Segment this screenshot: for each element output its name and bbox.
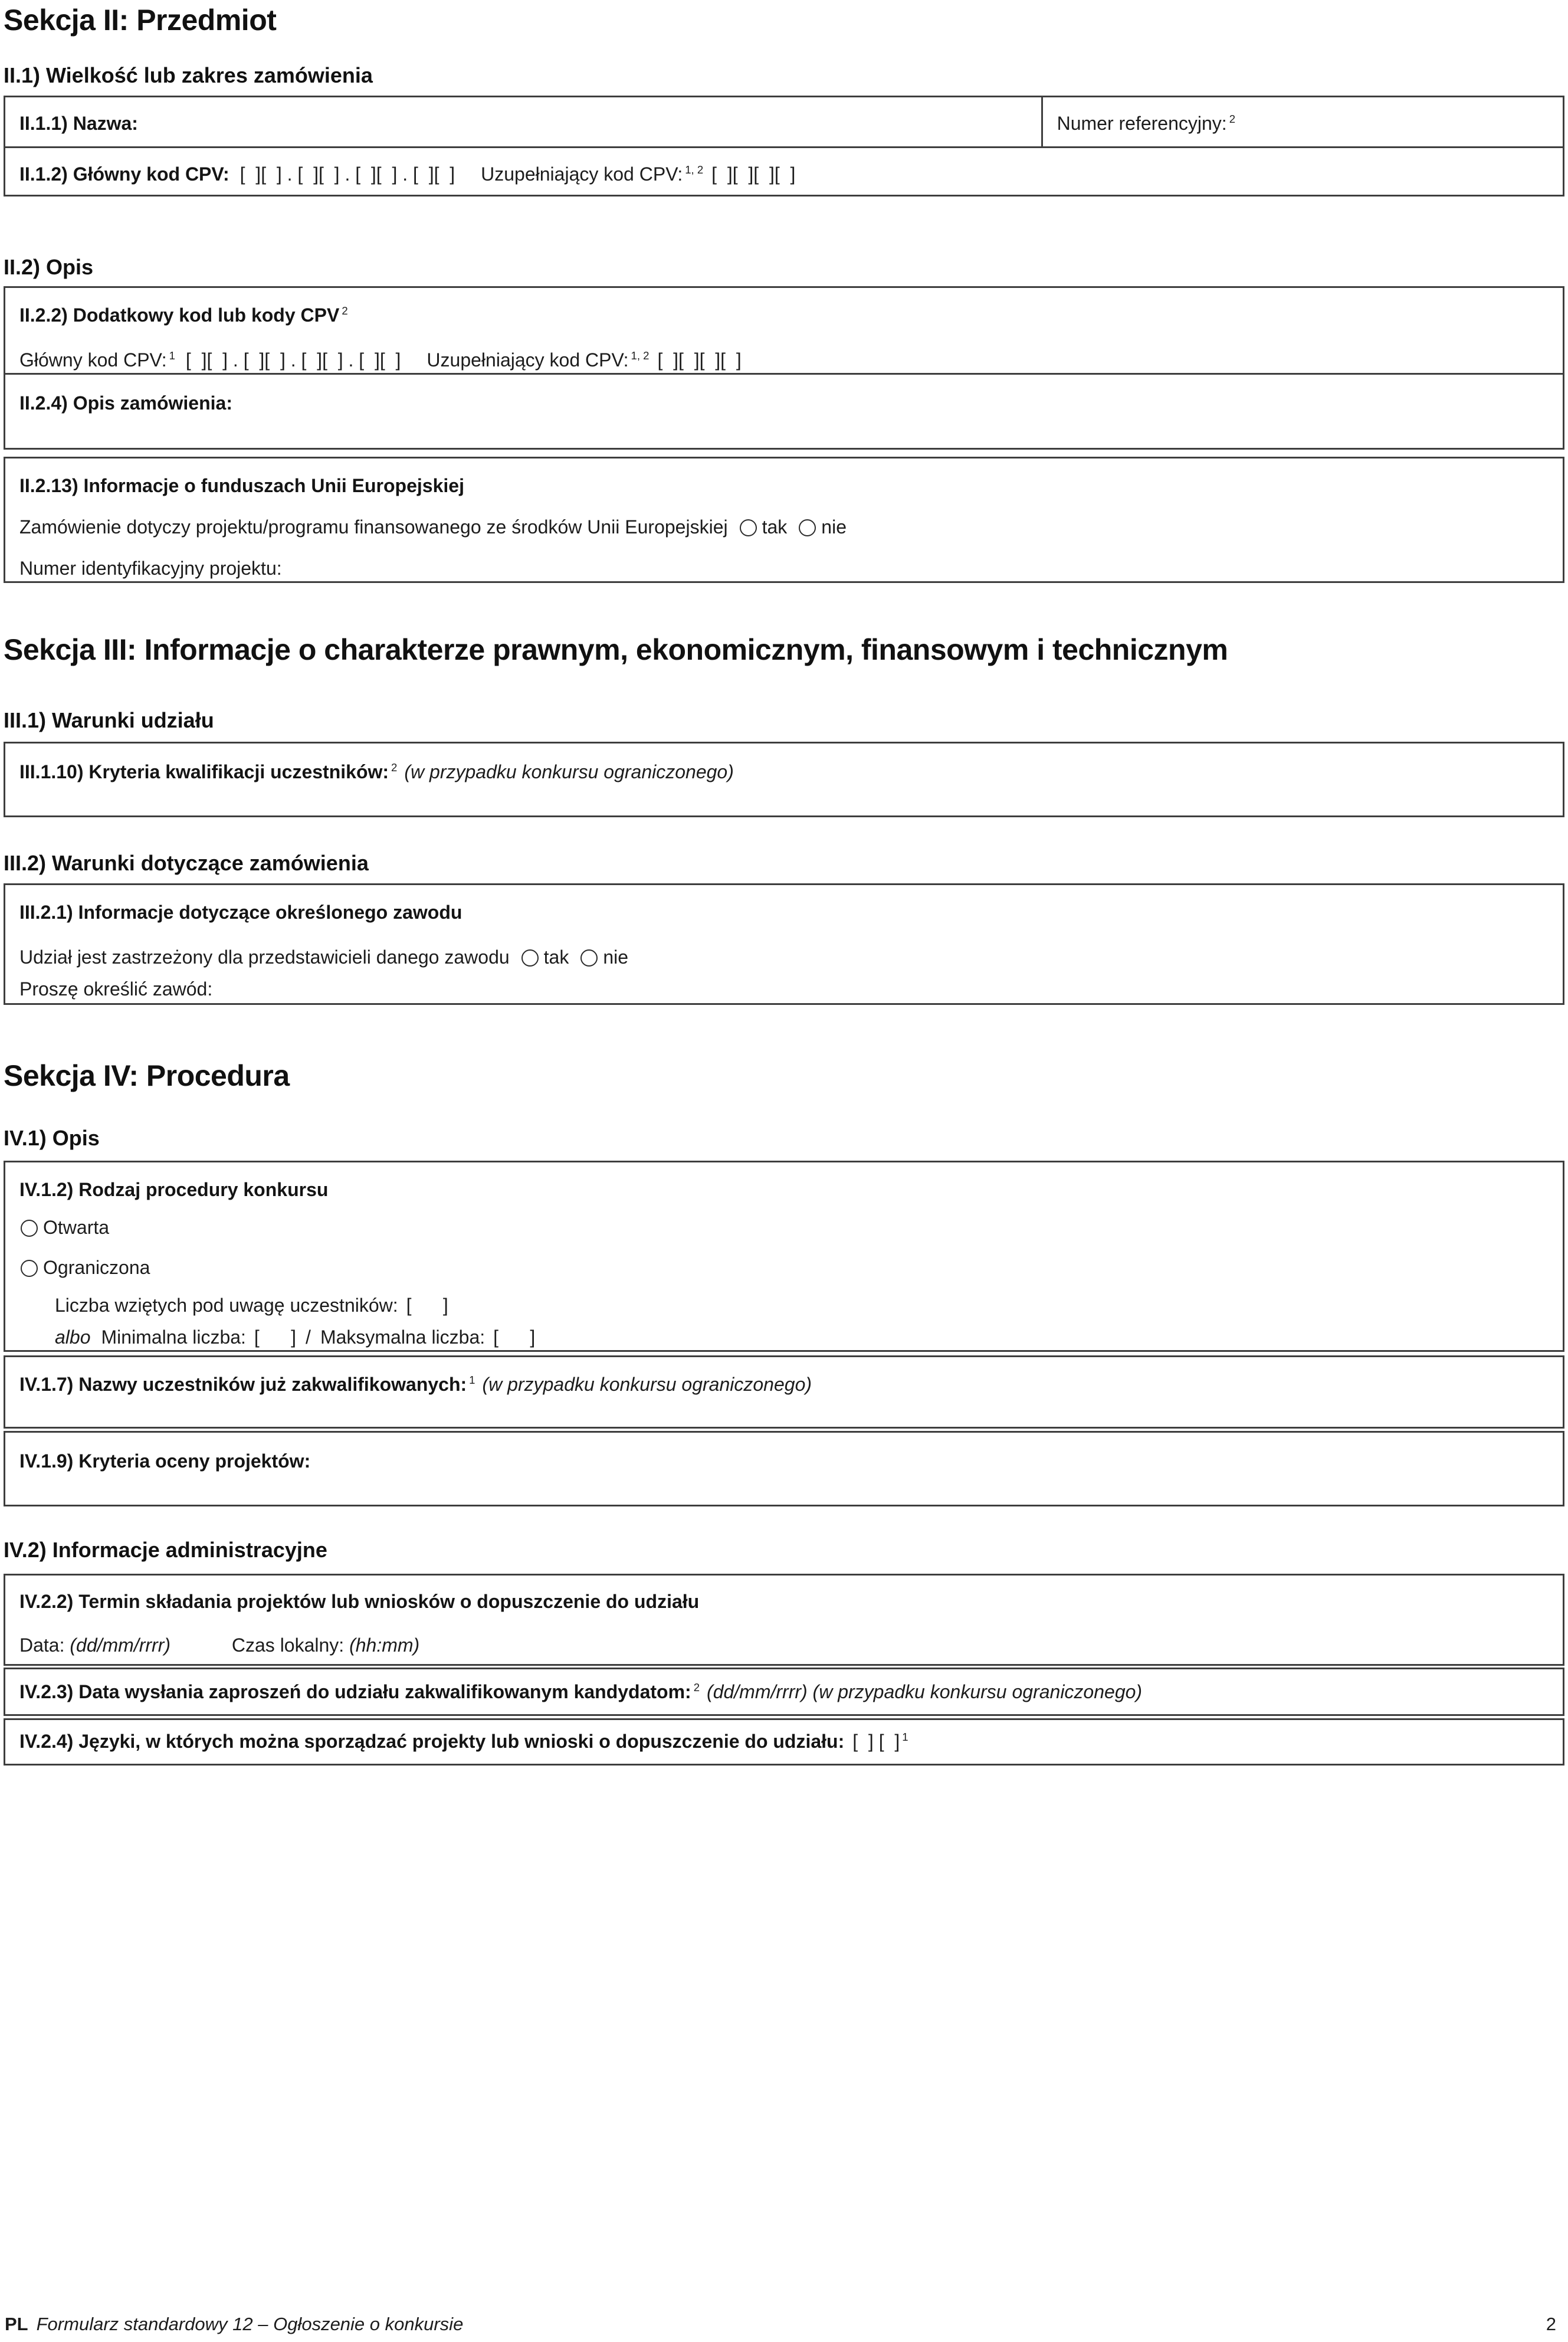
numer-referencyjny-sup: 2 xyxy=(1229,113,1236,126)
dodatkowy-glowny-sup: 1 xyxy=(169,349,175,362)
row-glowny-cpv xyxy=(5,146,1563,195)
dodatkowy-cpv-sup: 2 xyxy=(342,304,348,317)
okresl-zawod-label: Proszę określić zawód: xyxy=(19,978,213,1000)
glowny-cpv-label: II.1.2) Główny kod CPV: xyxy=(19,163,229,185)
nazwy-uczestnikow-label: IV.1.7) Nazwy uczestników już zakwalifikowanych: xyxy=(19,1374,467,1395)
numer-referencyjny-label: Numer referencyjny: xyxy=(1057,113,1227,134)
nazwy-uczestnikow-note: (w przypadku konkursu ograniczonego) xyxy=(482,1374,812,1395)
uzupelniajacy-cpv-field[interactable]: [ ][ ][ ][ ] xyxy=(711,163,796,185)
radio-ograniczona-icon[interactable] xyxy=(21,1260,38,1277)
section4-sub1-heading: IV.1) Opis xyxy=(4,1126,100,1150)
box-kryteria-oceny xyxy=(4,1431,1564,1506)
section4-sub2-heading: IV.2) Informacje administracyjne xyxy=(4,1538,327,1562)
slash-separator: / xyxy=(306,1326,311,1348)
jezyki-sup: 1 xyxy=(902,1731,908,1744)
uzupelniajacy-cpv-sup: 1, 2 xyxy=(685,163,704,176)
footer-left xyxy=(5,2314,463,2335)
radio-zawod-tak-icon[interactable] xyxy=(521,949,539,967)
radio-fundusze-nie-icon[interactable] xyxy=(799,519,816,536)
section4-heading: Sekcja IV: Procedura xyxy=(4,1059,290,1092)
box-fundusze-ue xyxy=(4,457,1564,583)
minimalna-liczba-label: Minimalna liczba: xyxy=(101,1326,246,1348)
row-dodatkowy-cpv xyxy=(5,288,1563,373)
section2-sub2-heading: II.2) Opis xyxy=(4,255,94,279)
radio-fundusze-tak-icon[interactable] xyxy=(740,519,757,536)
zawod-tak-label[interactable]: tak xyxy=(543,946,569,968)
czas-lokalny-label: Czas lokalny: xyxy=(231,1635,345,1656)
czas-lokalny-hint[interactable]: (hh:mm) xyxy=(349,1635,420,1656)
box-data-wyslania xyxy=(4,1668,1564,1716)
nazwy-uczestnikow-sup: 1 xyxy=(469,1374,475,1387)
box-rodzaj-procedury xyxy=(4,1161,1564,1352)
kryteria-oceny-label: IV.1.9) Kryteria oceny projektów: xyxy=(19,1450,311,1472)
row-nazwa xyxy=(5,97,1563,146)
fundusze-nie-label[interactable]: nie xyxy=(821,516,847,538)
dodatkowy-uzupelniajacy-field[interactable]: [ ][ ][ ][ ] xyxy=(657,349,742,371)
liczba-uczestnikow-label: Liczba wziętych pod uwagę uczestników: xyxy=(55,1295,398,1316)
minimalna-liczba-field[interactable]: [ ] xyxy=(254,1326,297,1348)
nazwa-label: II.1.1) Nazwa: xyxy=(19,113,138,134)
section2-sub1-heading: II.1) Wielkość lub zakres zamówienia xyxy=(4,63,373,87)
radio-otwarta-icon[interactable] xyxy=(21,1220,38,1237)
dodatkowy-cpv-label: II.2.2) Dodatkowy kod lub kody CPV xyxy=(19,304,340,326)
jezyki-field[interactable]: [ ] [ ] xyxy=(852,1731,900,1752)
dodatkowy-glowny-label: Główny kod CPV: xyxy=(19,349,167,371)
fundusze-tak-label[interactable]: tak xyxy=(762,516,788,538)
section2-heading: Sekcja II: Przedmiot xyxy=(4,4,277,37)
termin-skladania-label: IV.2.2) Termin składania projektów lub wniosków o dopuszczenie do udziału xyxy=(19,1591,700,1612)
box-nazwy-uczestnikow xyxy=(4,1355,1564,1429)
albo-label: albo xyxy=(55,1326,91,1348)
uzupelniajacy-cpv-label: Uzupełniający kod CPV: xyxy=(481,163,683,185)
footer-form-title: Formularz standardowy 12 – Ogłoszenie o konkursie xyxy=(36,2314,464,2334)
otwarta-label[interactable]: Otwarta xyxy=(43,1217,110,1238)
numer-projektu-label: Numer identyfikacyjny projektu: xyxy=(19,558,282,579)
opis-zamowienia-label: II.2.4) Opis zamówienia: xyxy=(19,392,232,414)
liczba-uczestnikow-field[interactable]: [ ] xyxy=(406,1295,448,1316)
radio-zawod-nie-icon[interactable] xyxy=(580,949,598,967)
dodatkowy-uzupelniajacy-sup: 1, 2 xyxy=(631,349,649,362)
okreslony-zawod-label: III.2.1) Informacje dotyczące określonego zawodu xyxy=(19,902,462,923)
box-okreslony-zawod xyxy=(4,883,1564,1005)
section3-sub2-heading: III.2) Warunki dotyczące zamówienia xyxy=(4,851,369,875)
box-jezyki xyxy=(4,1718,1564,1765)
ograniczona-label[interactable]: Ograniczona xyxy=(43,1257,150,1278)
data-label: Data: xyxy=(19,1635,65,1656)
data-wyslania-label: IV.2.3) Data wysłania zaproszeń do udziału zakwalifikowanym kandydatom: xyxy=(19,1681,691,1702)
box-kryteria-kwalifikacji xyxy=(4,742,1564,817)
cell-nazwa xyxy=(5,97,1041,146)
data-wyslania-note: (dd/mm/rrrr) (w przypadku konkursu ograniczonego) xyxy=(707,1681,1143,1702)
zawod-nie-label[interactable]: nie xyxy=(603,946,629,968)
rodzaj-procedury-label: IV.1.2) Rodzaj procedury konkursu xyxy=(19,1179,329,1200)
dodatkowy-uzupelniajacy-label: Uzupełniający kod CPV: xyxy=(427,349,629,371)
section3-heading: Sekcja III: Informacje o charakterze prawnym, ekonomicznym, finansowym i technicznym xyxy=(4,633,1228,666)
box-nazwa-refnum xyxy=(4,96,1564,196)
cell-numer-referencyjny xyxy=(1041,97,1563,146)
row-opis-zamowienia xyxy=(5,373,1563,448)
data-wyslania-sup: 2 xyxy=(693,1681,700,1694)
footer-page-number: 2 xyxy=(1546,2314,1556,2334)
data-hint[interactable]: (dd/mm/rrrr) xyxy=(70,1635,170,1656)
section3-sub1-heading: III.1) Warunki udziału xyxy=(4,708,214,732)
box-dodatkowy-cpv-opis xyxy=(4,286,1564,450)
maksymalna-liczba-label: Maksymalna liczba: xyxy=(320,1326,486,1348)
dodatkowy-glowny-field[interactable]: [ ][ ] . [ ][ ] . [ ][ ] . [ ][ ] xyxy=(185,349,401,371)
box-termin-skladania xyxy=(4,1574,1564,1666)
fundusze-label: II.2.13) Informacje o funduszach Unii Europejskiej xyxy=(19,475,464,496)
jezyki-label: IV.2.4) Języki, w których można sporządzać projekty lub wnioski o dopuszczenie do udziału: xyxy=(19,1731,845,1752)
zawod-question: Udział jest zastrzeżony dla przedstawicieli danego zawodu xyxy=(19,946,510,968)
kryteria-kwalifikacji-sup: 2 xyxy=(391,761,398,774)
kryteria-kwalifikacji-note: (w przypadku konkursu ograniczonego) xyxy=(404,761,734,782)
fundusze-question: Zamówienie dotyczy projektu/programu finansowanego ze środków Unii Europejskiej xyxy=(19,516,728,538)
page-footer xyxy=(5,2314,1556,2335)
maksymalna-liczba-field[interactable]: [ ] xyxy=(493,1326,536,1348)
kryteria-kwalifikacji-label: III.1.10) Kryteria kwalifikacji uczestników: xyxy=(19,761,389,782)
glowny-cpv-field[interactable]: [ ][ ] . [ ][ ] . [ ][ ] . [ ][ ] xyxy=(240,163,455,185)
footer-lang: PL xyxy=(5,2314,28,2334)
